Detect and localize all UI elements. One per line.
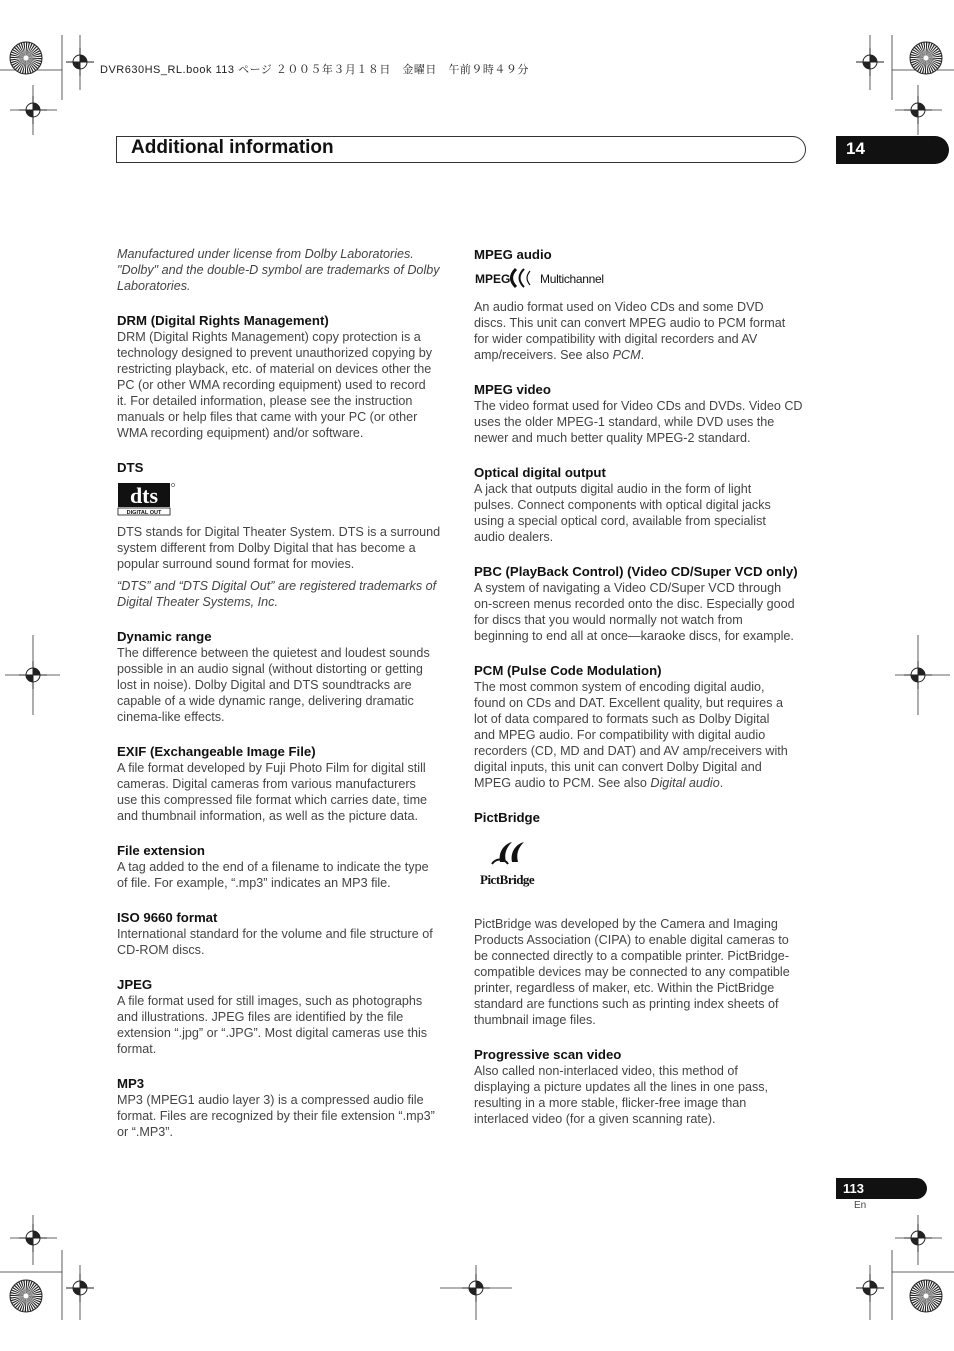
- right-column: [474, 246, 809, 1127]
- registration-starburst-icon: [910, 1280, 942, 1312]
- term-body-mpeg-video: The video format used for Video CDs and DVDs. Video CD uses the older MPEG-1 standard, while DVD uses the newer and much better quality MPEG-2 standard.: [474, 399, 803, 445]
- term-body-mpeg-audio: An audio format used on Video CDs and some DVD discs. This unit can convert MPEG audio to PCM format for wider compatibility with digital recorders and AV amp/receivers. See also PCM.: [474, 300, 786, 362]
- term-body-file-extension: A tag added to the end of a filename to indicate the type of file. For example, “.mp3” indicates an MP3 file.: [117, 860, 429, 890]
- registration-starburst-icon: [10, 1280, 42, 1312]
- dts-logo-text: dts: [129, 483, 159, 508]
- file-header: DVR630HS_RL.book 113 ページ ２００５年３月１８日 金曜日 午前９時４９分: [100, 64, 529, 76]
- term-heading-dynamic-range: Dynamic range: [117, 629, 212, 644]
- term-heading-pcm: PCM (Pulse Code Modulation): [474, 663, 662, 678]
- dolby-trademark-note: Manufactured under license from Dolby Laboratories. "Dolby" and the double-D symbol are trademarks of Dolby Laboratories.: [117, 247, 440, 293]
- term-heading-jpeg: JPEG: [117, 977, 153, 992]
- term-body-pcm: The most common system of encoding digital audio, found on CDs and DAT. Excellent quality, but requires a lot of data compared to formats such as Dolby Digital and MPEG audio. For compatibility with digital audio recorders (CD, MD and DAT) and AV amp/receivers with digital inputs, this unit can convert Dolby Digital and MPEG audio to PCM. See also Digital audio.: [474, 680, 788, 790]
- term-heading-drm: DRM (Digital Rights Management): [117, 313, 329, 328]
- pictbridge-logo: [478, 840, 809, 890]
- term-heading-exif: EXIF (Exchangeable Image File): [117, 744, 316, 759]
- page-number: 113: [843, 1181, 864, 1196]
- term-body-pictbridge: PictBridge was developed by the Camera and Imaging Products Association (CIPA) to enable digital cameras to be connected directly to a compatible printer. PictBridge- compatible devices may be connected to any compatible printer, regardless of maker, etc. Within the PictBridge standard are functions such as printing index sheets of thumbnail image files.: [474, 917, 790, 1027]
- term-body-dynamic-range: The difference between the quietest and loudest sounds possible in an audio signal (without distorting or getting lost in noise). Dolby Digital and DTS soundtracks are capable of a wide dynamic range, delivering dramatic cinema-like effects.: [117, 646, 430, 724]
- term-body-dts: DTS stands for Digital Theater System. DTS is a surround system different from Dolby Digital that has become a popular surround sound format for movies.: [117, 525, 441, 571]
- chapter-number: 14: [846, 139, 865, 158]
- term-body-optical: A jack that outputs digital audio in the form of light pulses. Connect components with optical digital jacks using a special optical cord, available from specialist audio dealers.: [474, 482, 771, 544]
- term-body-exif: A file format developed by Fuji Photo Film for digital still cameras. Digital cameras from various manufacturers use this compressed file format which carries date, time and thumbnail information, as well as the picture data.: [117, 761, 428, 823]
- registration-starburst-icon: [10, 42, 42, 74]
- term-heading-file-extension: File extension: [117, 843, 205, 858]
- language-code: En: [854, 1200, 867, 1211]
- term-body-iso-9660: International standard for the volume and file structure of CD-ROM discs.: [117, 927, 433, 957]
- cross-reference-digital-audio: Digital audio: [650, 776, 720, 790]
- term-heading-mp3: MP3: [117, 1076, 145, 1091]
- term-heading-pictbridge: PictBridge: [474, 810, 540, 825]
- term-body-drm: DRM (Digital Rights Management) copy protection is a technology designed to prevent unauthorized copying by restricting playback, etc. of material on devices other the PC (or other WMA recording equipment) used to record it. For detailed information, please see the instruction manuals or help files that came with your PC (or other WMA recording equipment) and/or software.: [117, 330, 433, 440]
- dts-trademark-note: “DTS” and “DTS Digital Out” are registered trademarks of Digital Theater Systems, Inc.: [117, 579, 437, 609]
- term-body-progressive: Also called non-interlaced video, this method of displaying a picture updates all the lines in one pass, resulting in a more stable, flicker-free image than interlaced video (for a given scanning rate).: [474, 1064, 769, 1126]
- mpeg-multichannel-logo: [474, 267, 809, 289]
- pictbridge-logo-text: PictBridge: [480, 872, 535, 887]
- cross-reference-pcm: PCM: [612, 348, 641, 362]
- term-heading-dts: DTS: [117, 460, 144, 475]
- section-title: Additional information: [131, 137, 334, 158]
- dts-digital-out-logo: [117, 482, 175, 516]
- term-heading-pbc: PBC (PlayBack Control) (Video CD/Super VCD only): [474, 564, 798, 579]
- mpeg-logo-text: MPEG: [475, 272, 511, 286]
- term-heading-mpeg-audio: MPEG audio: [474, 247, 552, 262]
- term-body-jpeg: A file format used for still images, such as photographs and illustrations. JPEG files are identified by the file extension “.jpg” or “.JPG”. Most digital cameras use this format.: [117, 994, 428, 1056]
- mpeg-logo-subtext: Multichannel: [540, 272, 604, 286]
- term-heading-mpeg-video: MPEG video: [474, 382, 551, 397]
- term-body-pbc: A system of navigating a Video CD/Super VCD through on-screen menus recorded onto the disc. Especially good for discs that you would normally not watch from beginning to end all at once—karaoke discs, for example.: [474, 581, 795, 643]
- term-heading-iso-9660: ISO 9660 format: [117, 910, 218, 925]
- dts-logo-subtext: DIGITAL OUT: [126, 510, 162, 516]
- term-body-mp3: MP3 (MPEG1 audio layer 3) is a compressed audio file format. Files are recognized by their file extension “.mp3” or “.MP3”.: [117, 1093, 435, 1139]
- registration-starburst-icon: [910, 42, 942, 74]
- term-heading-optical: Optical digital output: [474, 465, 606, 480]
- left-column: [117, 246, 452, 1140]
- term-heading-progressive: Progressive scan video: [474, 1047, 622, 1062]
